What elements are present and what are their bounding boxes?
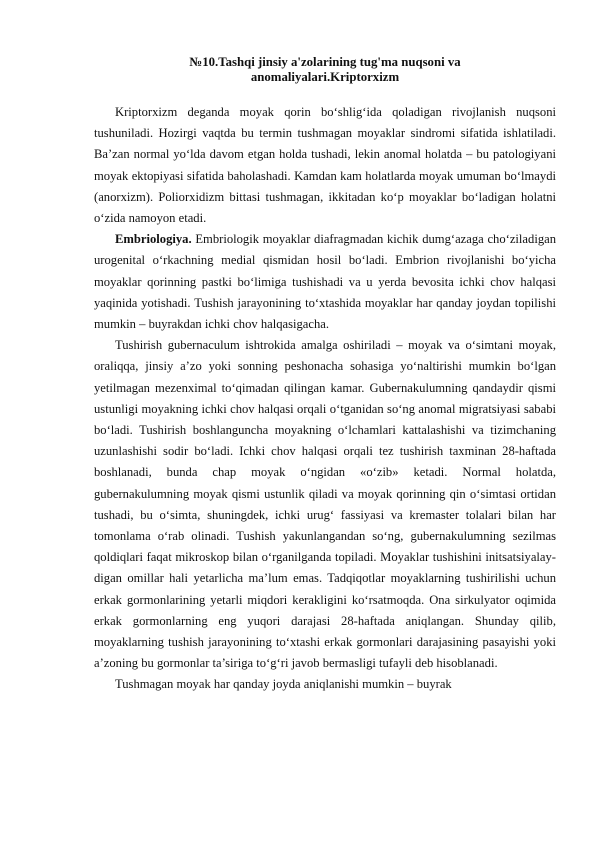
paragraph-lead-heading: Embriologiya. [115, 232, 192, 247]
document-page [94, 55, 556, 696]
paragraph-tushmagan-moyak [94, 674, 556, 695]
paragraph-gubernaculum [94, 335, 556, 674]
paragraph-text: Tushirish gubernaculum ishtrokida amalga oshiriladi – moyak va o‘simtani moyak, oraliqqa, jinsiy a’zo yoki sonning peshonacha sohasiga yo‘naltirishi mumkin bo‘lgan yetilmagan mezenximal to‘qimadan qilingan kamar. Gubernakulumning qandaydir qismi ustunligi moyakning ichki chov halqasi orqali o‘tganidan so‘ng anomal migratsiyasi sababi bo‘ladi. Tushirish boshlanguncha moyakning o‘lchamlari kattalashishi va tizimchaning uzunlashishi sodir bo‘ladi. Ichki chov halqasi orqali tez tushirish taxminan 28-haftada boshlanadi, bunda chap moyak o‘ngidan «o‘zib» ketadi. Normal holatda, gubernakulumning moyak qismi ustunlik qiladi va moyak qorinning qin o‘simtasi ortidan tushadi, bu o‘simta, shuningdek, ichki urug‘ fassiyasi va kremaster tolalari bilan har tomonlama o‘rab olinadi. Tushish yakunlangandan so‘ng, gubernakulumning sezilmas qoldiqlari faqat mikroskop bilan o‘rganilganda topiladi. Moyaklar tushishini initsatsiyalay-digan omillar hali yetarlicha ma’lum emas. Tadqiqotlar moyaklarning tushirilishi uchun erkak gormonlarining yetarli miqdori kerakligini ko‘rsatmoqda. Ona sirkulyator oqimida erkak gormonlarning eng yuqori darajasi 28-haftada aniqlangan. Shunday qilib, moyaklarning tushish jarayonining to‘xtashi erkak gormonlari darajasining pasayishi yoki a’zoning bu gormonlar ta’siriga to‘g‘ri javob bermasligi tufayli deb hisoblanadi. [94, 338, 556, 671]
paragraph-embriologiya [94, 229, 556, 335]
paragraph-text: Kriptorxizm deganda moyak qorin bo‘shlig‘ida qoladigan rivojlanish nuqsoni tushuniladi. Hozirgi vaqtda bu termin tushmagan moyaklar sindromi sifatida ishlatiladi. Ba’zan normal yo‘lda davom etgan holda tushadi, lekin anomal holatda – bu patologiyani moyak ektopiyasi sifatida baholashadi. Kamdan kam holatlarda moyak umuman bo‘lmaydi (anorxizm). Poliorxidizm bittasi tushmagan, ikkitadan ko‘p moyaklar bo‘ladigan holatni o‘zida namoyon etadi. [94, 105, 556, 226]
paragraph-kriptorxizm-definition [94, 102, 556, 229]
page-title [94, 55, 556, 85]
paragraph-text: Embriologik moyaklar diafragmadan kichik dumg‘azaga cho‘ziladigan urogenital o‘rkachning medial qismidan hosil bo‘ladi. Embrion rivojlanishi bo‘yicha moyaklar qorinning pastki bo‘limiga tushishadi va u yerda bevosita ichki chov halqasi yaqinida yotishadi. Tushish jarayonining to‘xtashida moyaklar har qanday joydan topilishi mumkin – buyrakdan ichki chov halqasigacha. [94, 232, 556, 332]
title-line-2: anomaliyalari.Kriptorxizm [250, 70, 400, 84]
title-line-1: №10.Tashqi jinsiy a'zolarining tug'ma nuqsoni va [189, 55, 461, 69]
paragraph-text: Tushmagan moyak har qanday joyda aniqlanishi mumkin – buyrak [115, 677, 452, 692]
